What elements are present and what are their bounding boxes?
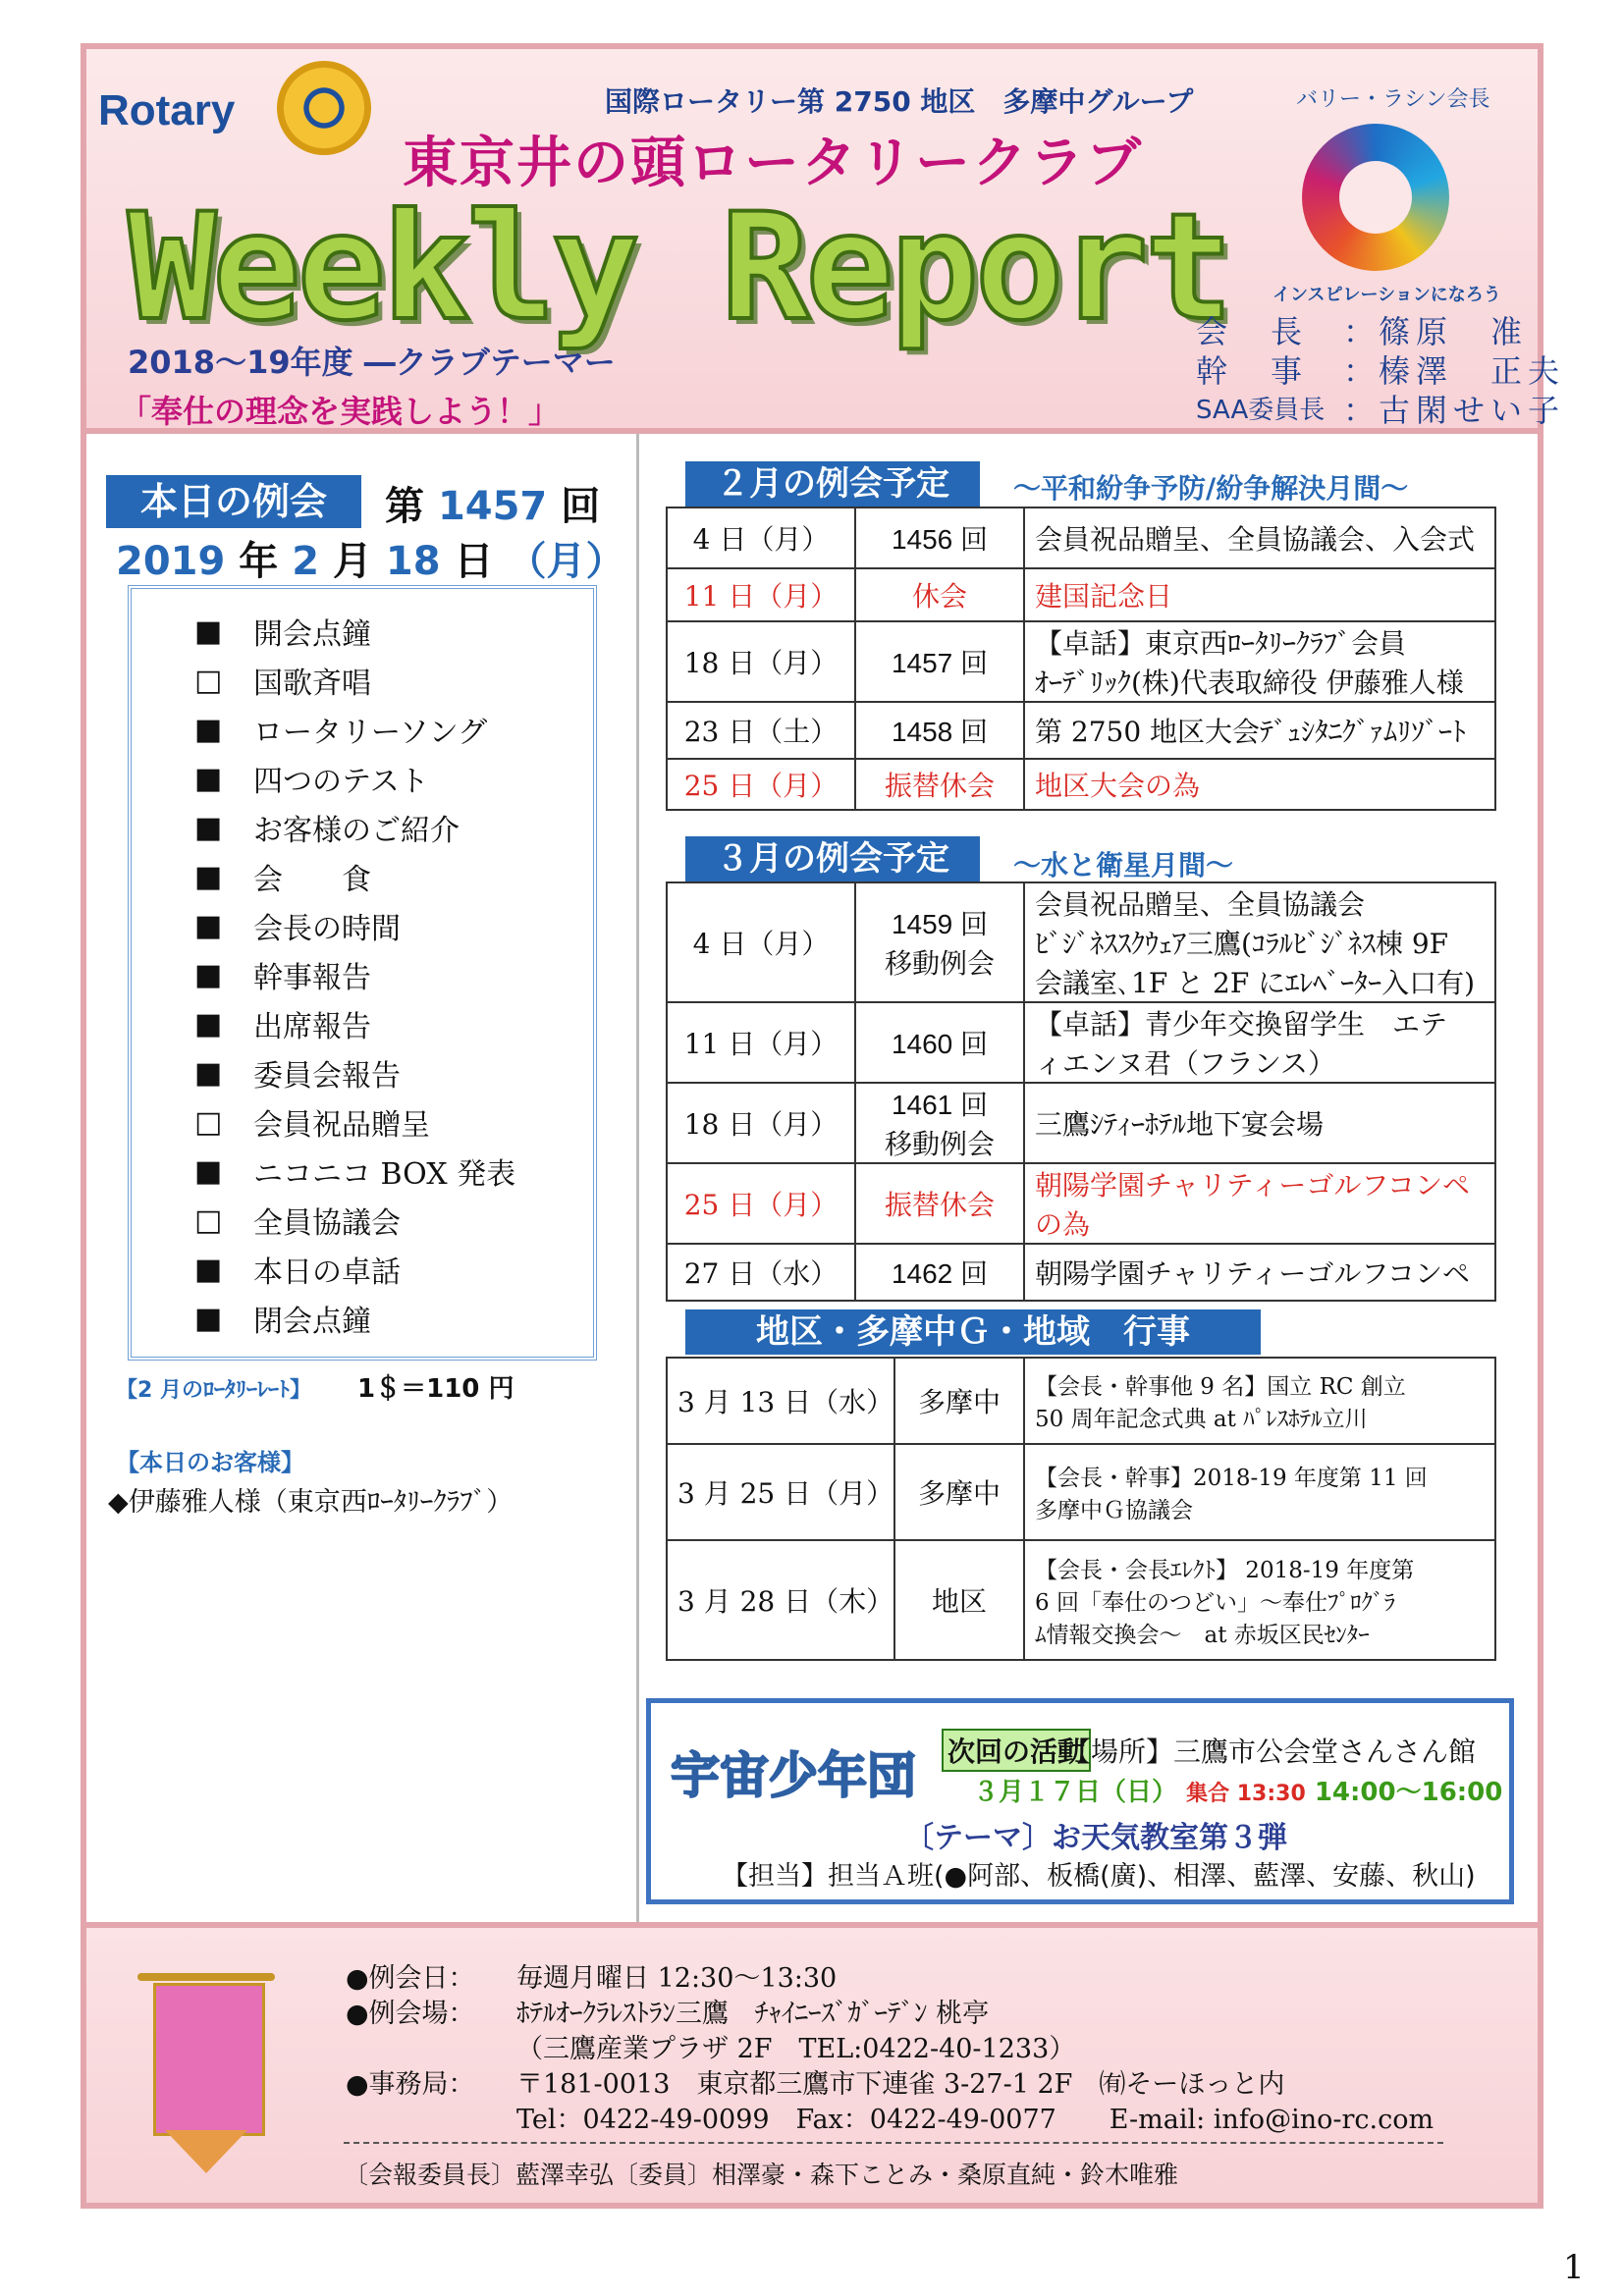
schedule-row — [667, 1244, 1495, 1301]
schedule-desc-line: 三鷹ｼﾃｨｰﾎﾃﾙ地下宴会場 — [1035, 1108, 1325, 1141]
event-org: 地区 — [894, 1540, 1024, 1660]
schedule-date: 11 日（月） — [667, 1002, 855, 1083]
activity-when — [973, 1772, 1502, 1808]
schedule-row — [667, 1083, 1495, 1163]
date-day: 18 — [385, 539, 441, 584]
program-item — [194, 1097, 515, 1147]
space-club-logo: 宇宙少年団 — [671, 1748, 916, 1803]
district-events-tag: 地区・多摩中Ｇ・地域 行事 — [685, 1309, 1261, 1355]
footer-label: ●事務局： — [346, 2069, 475, 2100]
event-desc — [1024, 1444, 1495, 1540]
program-item — [194, 1048, 515, 1097]
schedule-row — [667, 1002, 1495, 1083]
schedule-number-line: 1461 回 — [891, 1090, 989, 1120]
officer-role: SAA委員長 — [1196, 396, 1326, 425]
activity-place: 【場所】三鷹市公会堂さんさん館 — [1063, 1735, 1477, 1768]
program-label: 出席報告 — [253, 1010, 371, 1044]
feb-theme: ～平和紛争予防/紛争解決月間～ — [1013, 472, 1409, 505]
event-desc-line: 多摩中Ｇ協議会 — [1035, 1498, 1193, 1523]
schedule-number-line: 1459 回 — [891, 909, 989, 939]
program-label: お客様のご紹介 — [253, 814, 460, 848]
program-label: 委員会報告 — [253, 1059, 401, 1094]
activity-time: 14:00～16:00 — [1314, 1778, 1503, 1807]
schedule-date: 25 日（月） — [667, 1163, 855, 1244]
schedule-number-line: 1462 回 — [891, 1258, 989, 1289]
footer-row — [346, 2103, 1434, 2138]
officer-role: 幹 事 — [1196, 352, 1309, 390]
club-theme: 「奉仕の理念を実践しよう！」 — [120, 393, 561, 430]
footer-value: （三鷹産業プラザ 2F TEL:0422-40-1233） — [516, 2034, 1076, 2064]
program-label: ロータリーソング — [253, 716, 488, 750]
rotary-wheel-icon — [277, 61, 371, 155]
event-row — [667, 1444, 1495, 1540]
weekly-report-title: Weekly Report — [128, 183, 1229, 353]
program-mark: ■ — [194, 810, 223, 845]
officers-list — [1196, 312, 1565, 430]
date-year: 2019 — [116, 539, 226, 584]
schedule-number-line: 振替休会 — [884, 1190, 995, 1220]
program-label: 国歌斉唱 — [253, 667, 371, 701]
schedule-date: 11 日（月） — [667, 568, 855, 621]
schedule-number — [855, 621, 1024, 702]
schedule-desc-line: 会議室､1F と 2F にｴﾚﾍﾞｰﾀｰ入口有) — [1035, 967, 1476, 999]
event-row — [667, 1358, 1495, 1444]
feb-schedule-table — [666, 507, 1496, 811]
activity-theme: 〔テーマ〕お天気教室第３弾 — [904, 1821, 1287, 1855]
footer-value: 毎週月曜日 12:30～13:30 — [516, 1963, 838, 1994]
event-desc-line: 50 周年記念式典 at ﾊﾟﾚｽﾎﾃﾙ立川 — [1035, 1407, 1368, 1432]
rate-value: 1＄＝110 円 — [357, 1374, 514, 1404]
footer-label — [346, 2103, 516, 2138]
schedule-row — [667, 507, 1495, 568]
guests-heading: 【本日のお客様】 — [116, 1449, 304, 1476]
program-mark: ■ — [194, 908, 223, 943]
program-item — [194, 705, 515, 754]
program-item — [194, 901, 515, 950]
schedule-desc-line: 【卓話】東京西ﾛｰﾀﾘｰｸﾗﾌﾞ会員 — [1035, 627, 1407, 660]
program-label: 閉会点鐘 — [253, 1305, 371, 1339]
editors-credit: 〔会報委員長〕藍澤幸弘〔委員〕相澤豪・森下ことみ・桑原直純・鈴木唯雅 — [344, 2161, 1179, 2189]
officer-name: 榛澤 正夫 — [1379, 352, 1566, 390]
schedule-desc — [1024, 1002, 1495, 1083]
event-desc-line: 【会長・会長ｴﾚｸﾄ】 2018-19 年度第 — [1035, 1557, 1415, 1583]
program-mark: □ — [194, 1104, 223, 1140]
program-mark: ■ — [194, 859, 223, 894]
schedule-number — [855, 1002, 1024, 1083]
program-label: 会長の時間 — [253, 912, 401, 946]
program-item — [194, 656, 515, 705]
event-row — [667, 1540, 1495, 1660]
schedule-date: 18 日（月） — [667, 1083, 855, 1163]
schedule-number — [855, 882, 1024, 1002]
schedule-number-line: 1456 回 — [891, 524, 989, 555]
president-theme-logo-icon — [1302, 124, 1449, 271]
schedule-row — [667, 882, 1495, 1002]
program-list — [194, 607, 515, 1343]
meeting-number-suffix: 回 — [561, 484, 601, 529]
district-events-table — [666, 1357, 1496, 1661]
schedule-desc-line: 建国記念日 — [1035, 580, 1173, 613]
program-label: 四つのテスト — [253, 765, 429, 799]
rotary-rate — [116, 1368, 514, 1405]
schedule-desc-line: 会員祝品贈呈、全員協議会、入会式 — [1035, 523, 1476, 556]
schedule-desc-line: ｵｰﾃﾞﾘｯｸ(株)代表取締役 伊藤雅人様 — [1035, 667, 1464, 699]
program-mark: □ — [194, 663, 223, 698]
program-label: 本日の卓話 — [253, 1255, 401, 1290]
officer-sep: ： — [1343, 313, 1376, 350]
footer-row — [346, 2067, 1434, 2103]
footer-label — [346, 2032, 516, 2067]
event-desc-line: 【会長・幹事】2018-19 年度第 11 回 — [1035, 1466, 1428, 1491]
schedule-desc — [1024, 621, 1495, 702]
footer-label: ●例会場： — [346, 1999, 475, 2029]
mar-schedule-tag: ３月の例会予定 — [685, 836, 980, 881]
program-item — [194, 999, 515, 1048]
program-mark: ■ — [194, 1006, 223, 1041]
program-label: 開会点鐘 — [253, 617, 371, 652]
schedule-desc — [1024, 759, 1495, 810]
activity-staff: 【担当】担当Ａ班(●阿部、板橋(廣)、相澤、藍澤、安藤、秋山) — [722, 1861, 1476, 1892]
schedule-desc — [1024, 568, 1495, 621]
footer-value: Tel：0422-49-0099 Fax：0422-49-0077 E-mail: info@ino-rc.com — [516, 2105, 1435, 2135]
program-label: 幹事報告 — [253, 961, 371, 995]
today-meeting-tag: 本日の例会 — [106, 475, 361, 528]
schedule-date: 18 日（月） — [667, 621, 855, 702]
footer-value: 〒181-0013 東京都三鷹市下連雀 3-27-1 2F ㈲そーほっと内 — [516, 2069, 1285, 2100]
schedule-desc — [1024, 1083, 1495, 1163]
schedule-number-line: 移動例会 — [884, 1129, 995, 1159]
officer-row — [1196, 351, 1565, 391]
feb-schedule-tag: ２月の例会予定 — [685, 461, 980, 507]
footer-row — [346, 2032, 1434, 2067]
program-item — [194, 1245, 515, 1294]
footer-divider — [344, 2142, 1443, 2144]
schedule-desc — [1024, 882, 1495, 1002]
next-activity-label: 次回の活動 — [942, 1729, 1091, 1772]
meeting-number-value: 1457 — [437, 484, 548, 529]
space-club-box — [646, 1698, 1514, 1904]
program-mark: ■ — [194, 1153, 223, 1189]
activity-date: ３月１７日（日） — [973, 1778, 1178, 1807]
event-desc — [1024, 1358, 1495, 1444]
program-box — [128, 585, 597, 1361]
event-date: 3 月 25 日（月） — [667, 1444, 894, 1540]
schedule-number — [855, 1244, 1024, 1301]
event-desc-line: 6 回「奉仕のつどい」～奉仕ﾌﾟﾛｸﾞﾗ — [1035, 1589, 1395, 1616]
program-mark: ■ — [194, 957, 223, 992]
schedule-number-line: 1458 回 — [891, 717, 989, 747]
schedule-desc-line: ィエンヌ君（フランス） — [1035, 1047, 1336, 1080]
schedule-date: 4 日（月） — [667, 882, 855, 1002]
schedule-row — [667, 568, 1495, 621]
program-mark: ■ — [194, 712, 223, 747]
program-mark: ■ — [194, 614, 223, 649]
club-name: 東京井の頭ロータリークラブ — [403, 132, 1143, 195]
meeting-number-prefix: 第 — [385, 484, 424, 529]
schedule-date: 23 日（土） — [667, 702, 855, 759]
meeting-number — [385, 475, 600, 531]
program-mark: ■ — [194, 1252, 223, 1287]
schedule-number — [855, 1083, 1024, 1163]
schedule-desc — [1024, 1244, 1495, 1301]
rate-label: 【2 月のﾛｰﾀﾘｰﾚｰﾄ】 — [116, 1378, 311, 1403]
schedule-number — [855, 507, 1024, 568]
program-item — [194, 754, 515, 803]
date-month-kanji: 月 — [332, 539, 372, 584]
program-item — [194, 803, 515, 852]
president-label: バリー・ラシン会長 — [1296, 87, 1490, 112]
program-label: 会員祝品贈呈 — [253, 1108, 430, 1143]
club-banner-icon — [147, 1953, 265, 2179]
inspire-caption: インスピレーションになろう — [1272, 285, 1501, 305]
event-desc-line: ﾑ情報交換会～ at 赤坂区民ｾﾝﾀｰ — [1035, 1622, 1370, 1648]
program-label: 会 食 — [253, 863, 371, 897]
district-label: 国際ロータリー第 2750 地区 多摩中グループ — [605, 85, 1194, 118]
footer-label: ●例会日： — [346, 1963, 475, 1994]
mar-schedule-table — [666, 881, 1496, 1302]
officer-row — [1196, 312, 1565, 351]
meeting-date — [116, 530, 624, 586]
program-item — [194, 1294, 515, 1343]
schedule-row — [667, 1163, 1495, 1244]
schedule-desc-line: の為 — [1035, 1208, 1091, 1241]
mar-theme: ～水と衛星月間～ — [1013, 849, 1234, 881]
schedule-desc — [1024, 702, 1495, 759]
schedule-number-line: 休会 — [911, 581, 967, 612]
schedule-desc-line: 朝陽学園チャリティーゴルフコンペ — [1035, 1257, 1470, 1290]
schedule-row — [667, 702, 1495, 759]
schedule-desc-line: ﾋﾞｼﾞﾈｽｽｸｳｪｱ三鷹(ｺﾗﾙﾋﾞｼﾞﾈｽ棟 9F — [1035, 928, 1449, 960]
schedule-desc-line: 【卓話】青少年交換留学生 エテ — [1035, 1008, 1448, 1041]
theme-year: 2018～19年度 ―クラブテーマー — [128, 344, 616, 381]
schedule-number-line: 振替休会 — [884, 771, 995, 801]
event-org: 多摩中 — [894, 1444, 1024, 1540]
footer-row — [346, 1961, 1434, 1997]
schedule-desc-line: 会員祝品贈呈、全員協議会 — [1035, 888, 1366, 921]
officer-name: 篠原 准 — [1379, 313, 1529, 350]
program-item — [194, 607, 515, 656]
program-item — [194, 852, 515, 901]
program-item — [194, 1147, 515, 1196]
program-label: ニコニコ BOX 発表 — [253, 1157, 516, 1192]
date-year-kanji: 年 — [239, 539, 279, 584]
officer-sep: ： — [1343, 352, 1376, 390]
date-weekday: （月） — [507, 539, 625, 584]
rotary-logo-text: Rotary — [98, 86, 236, 134]
column-divider — [636, 434, 639, 1922]
schedule-number-line: 移動例会 — [884, 948, 995, 979]
program-item — [194, 950, 515, 999]
event-date: 3 月 13 日（水） — [667, 1358, 894, 1444]
date-month: 2 — [292, 539, 320, 584]
schedule-desc-line: 第 2750 地区大会ﾃﾞｭｼﾀﾆｸﾞｧﾑﾘｿﾞｰﾄ — [1035, 716, 1467, 748]
event-desc-line: 【会長・幹事他 9 名】国立 RC 創立 — [1035, 1374, 1406, 1400]
schedule-number-line: 1460 回 — [891, 1029, 989, 1059]
schedule-number — [855, 568, 1024, 621]
schedule-desc — [1024, 507, 1495, 568]
officer-row — [1196, 391, 1565, 430]
schedule-date: 25 日（月） — [667, 759, 855, 810]
officer-sep: ： — [1343, 392, 1376, 429]
schedule-number — [855, 1163, 1024, 1244]
event-desc — [1024, 1540, 1495, 1660]
officer-role: 会 長 — [1196, 313, 1309, 350]
program-item — [194, 1196, 515, 1245]
event-org: 多摩中 — [894, 1358, 1024, 1444]
schedule-desc — [1024, 1163, 1495, 1244]
schedule-desc-line: 朝陽学園チャリティーゴルフコンペ — [1035, 1169, 1470, 1201]
program-mark: ■ — [194, 761, 223, 796]
schedule-number-line: 1457 回 — [891, 648, 989, 678]
schedule-number — [855, 759, 1024, 810]
program-mark: ■ — [194, 1055, 223, 1091]
guests-text: ◆伊藤雅人様（東京西ﾛｰﾀﾘｰｸﾗﾌﾞ） — [108, 1487, 514, 1518]
schedule-row — [667, 621, 1495, 702]
officer-name: 古閑せい子 — [1379, 392, 1566, 429]
program-mark: □ — [194, 1202, 223, 1238]
schedule-desc-line: 地区大会の為 — [1035, 770, 1201, 802]
schedule-row — [667, 759, 1495, 810]
activity-gather: 集合 13:30 — [1186, 1782, 1306, 1806]
schedule-date: 27 日（水） — [667, 1244, 855, 1301]
footer-row — [346, 1997, 1434, 2032]
program-label: 全員協議会 — [253, 1206, 401, 1241]
footer-info — [346, 1961, 1434, 2138]
schedule-number — [855, 702, 1024, 759]
footer-value: ﾎﾃﾙｵｰｸﾗﾚｽﾄﾗﾝ三鷹 ﾁｬｲﾆｰｽﾞｶﾞｰﾃﾞﾝ 桃亭 — [516, 1999, 990, 2029]
program-mark: ■ — [194, 1301, 223, 1336]
schedule-date: 4 日（月） — [667, 507, 855, 568]
event-date: 3 月 28 日（木） — [667, 1540, 894, 1660]
date-day-kanji: 日 — [454, 539, 494, 584]
page-number: 1 — [1563, 2248, 1585, 2287]
